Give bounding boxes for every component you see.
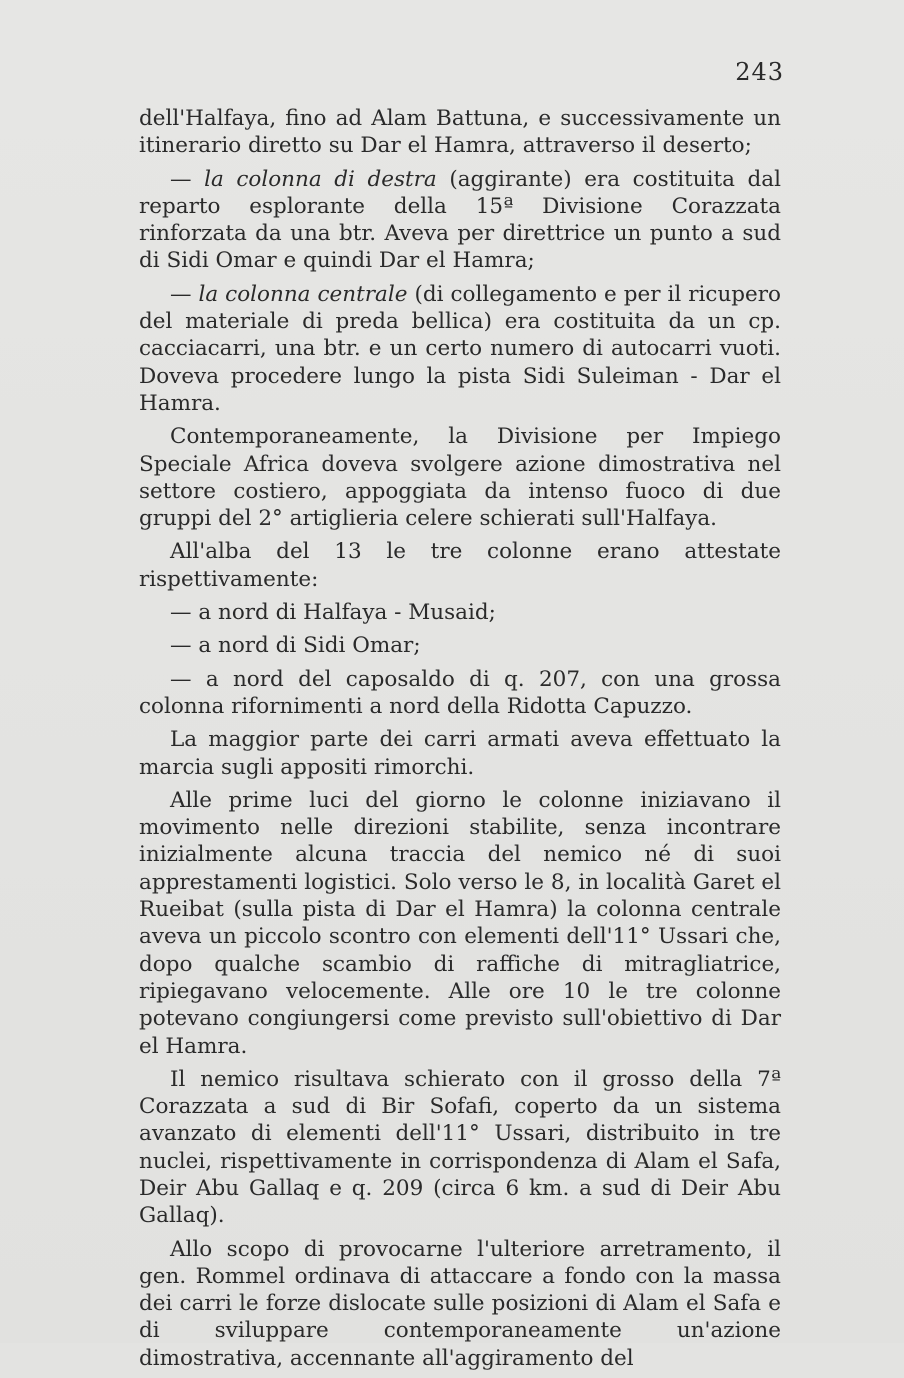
paragraph-10	[139, 787, 781, 1060]
text-segment: Il nemico risultava schierato con il grosso della 7ª Corazzata a sud di Bir Sofafi, coperto da un sistema avanzato di elementi dell'11° Ussari, distribuito in tre nuclei, rispettivamente in corrispondenza di Alam el Safa, Deir Abu Gallaq e q. 209 (circa 6 km. a sud di Deir Abu Gallaq).	[139, 1066, 781, 1229]
text-segment: Contemporaneamente, la Divisione per Impiego Speciale Africa doveva svolgere azione dimostrativa nel settore costiero, appoggiata da intenso fuoco di due gruppi del 2° artiglieria celere schierati sull'Halfaya.	[139, 424, 781, 532]
page-number: 243	[735, 58, 784, 86]
paragraph-6	[139, 599, 781, 626]
body-text	[139, 105, 781, 1378]
paragraph-12	[139, 1236, 781, 1372]
paragraph-8	[139, 666, 781, 721]
paragraph-1	[139, 105, 781, 160]
text-segment: —	[170, 166, 205, 192]
text-segment: All'alba del 13 le tre colonne erano attestate rispettivamente:	[139, 539, 781, 592]
text-segment: (aggirante) era costituita dal reparto esplorante della 15ª Divisione Corazzata rinforzata da una btr. Aveva per direttrice un punto a sud di Sidi Omar e quindi Dar el Hamra;	[139, 166, 781, 274]
text-segment: — a nord di Halfaya - Musaid;	[170, 600, 496, 626]
text-segment: dell'Halfaya, fino ad Alam Battuna, e successivamente un itinerario diretto su Dar el Hamra, attraverso il deserto;	[139, 106, 781, 159]
text-segment: — a nord di Sidi Omar;	[170, 633, 421, 659]
text-segment: (di collegamento e per il ricupero del materiale di preda bellica) era costituita da un cp. cacciacarri, una btr. e un certo numero di autocarri vuoti. Doveva procedere lungo la pista Sidi Suleiman - Dar el Hamra.	[139, 281, 781, 416]
text-segment: Alle prime luci del giorno le colonne iniziavano il movimento nelle direzioni stabilite, senza incontrare inizialmente alcuna traccia del nemico né di suoi apprestamenti logistici. Solo verso le 8, in località Garet el Rueibat (sulla pista di Dar el Hamra) la colonna centrale aveva un piccolo scontro con elementi dell'11° Ussari che, dopo qualche scambio di raffiche di mitragliatrice, ripiegavano velocemente. Alle ore 10 le tre colonne potevano congiungersi come previsto sull'obiettivo di Dar el Hamra.	[139, 787, 781, 1059]
text-segment: — a nord del caposaldo di q. 207, con una grossa colonna rifornimenti a nord della Ridotta Capuzzo.	[139, 666, 781, 719]
paragraph-9	[139, 726, 781, 781]
paragraph-7	[139, 632, 781, 659]
text-segment: Allo scopo di provocarne l'ulteriore arretramento, il gen. Rommel ordinava di attaccare a fondo con la massa dei carri le forze dislocate sulle posizioni di Alam el Safa e di sviluppare contemporaneamente un'azione dimostrativa, accennante all'aggiramento del	[139, 1236, 781, 1371]
text-segment: —	[170, 281, 199, 307]
paragraph-5	[139, 538, 781, 593]
italic-term: la colonna centrale	[198, 281, 408, 307]
text-segment: La maggior parte dei carri armati aveva effettuato la marcia sugli appositi rimorchi.	[139, 727, 781, 780]
paragraph-3	[139, 281, 781, 417]
paragraph-11	[139, 1066, 781, 1230]
paragraph-4	[139, 423, 781, 532]
italic-term: la colonna di destra	[204, 166, 437, 192]
paragraph-2	[139, 166, 781, 275]
